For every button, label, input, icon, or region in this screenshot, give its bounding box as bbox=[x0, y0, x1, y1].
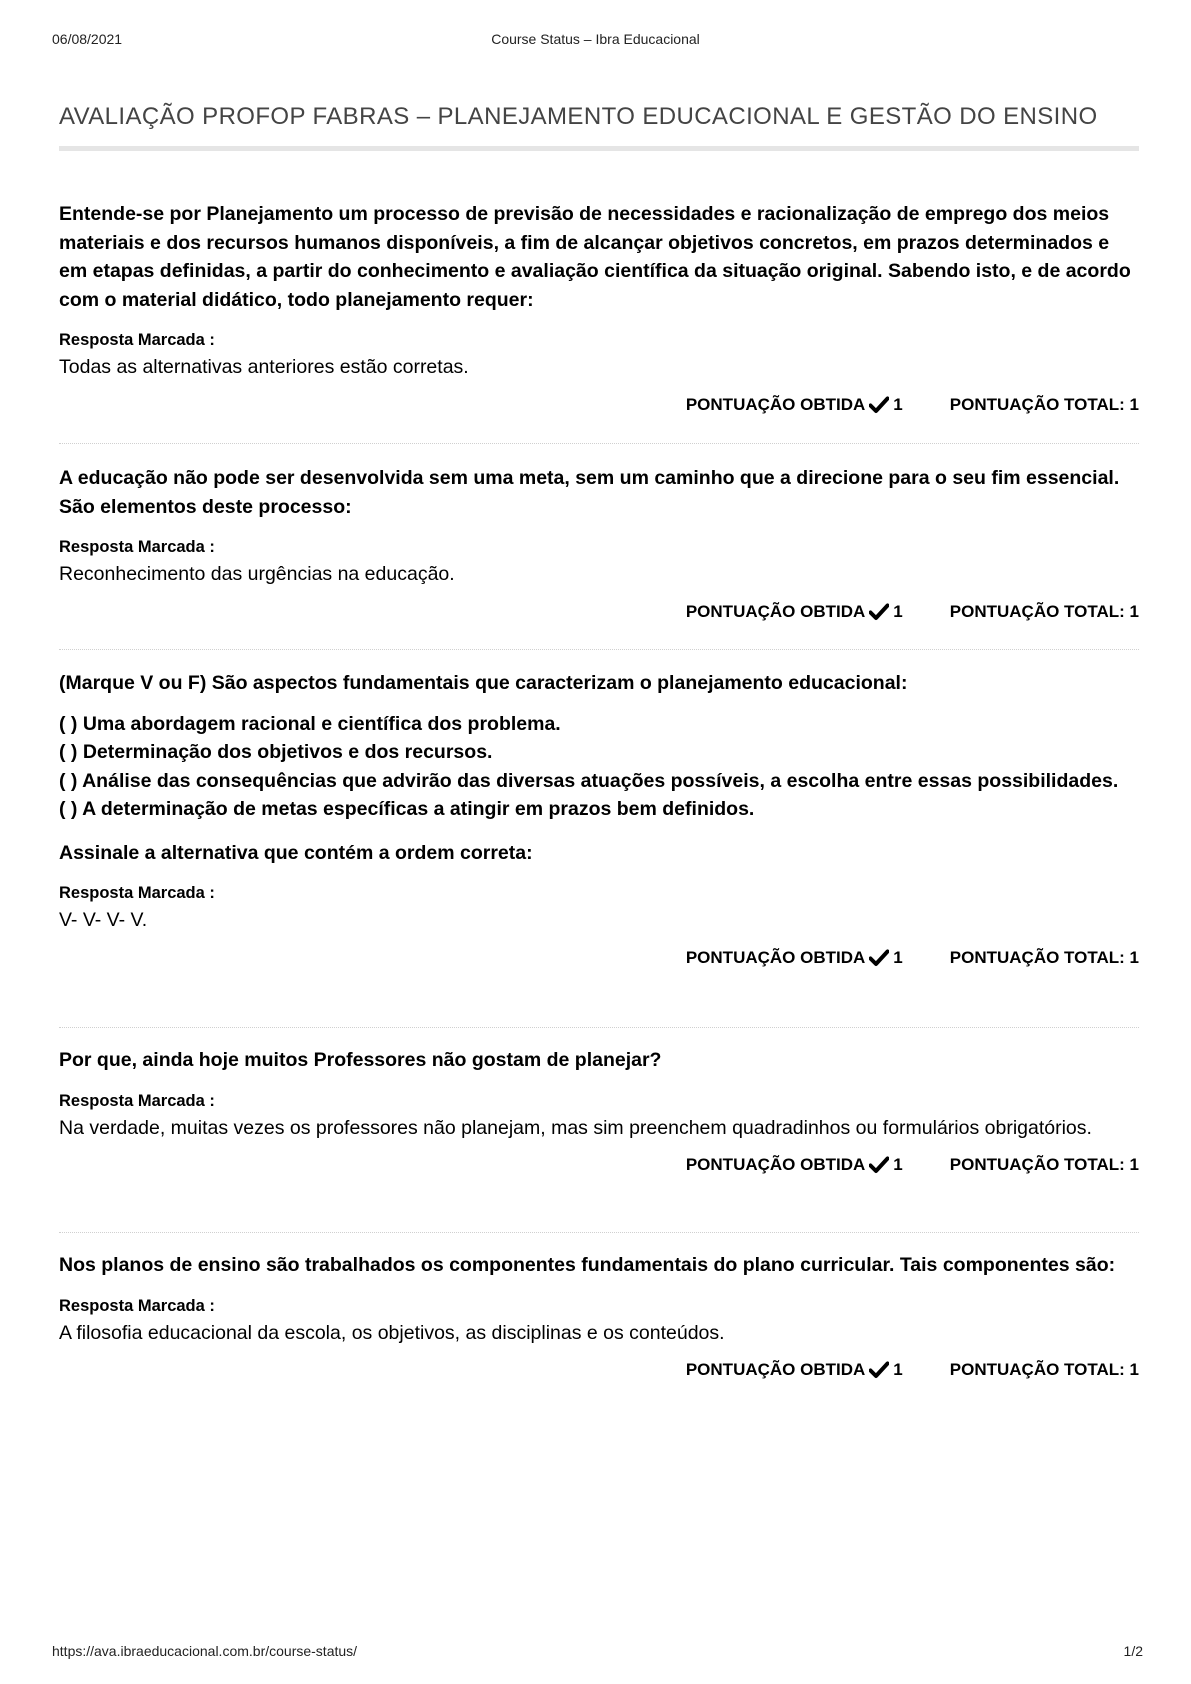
score-obtained-label: PONTUAÇÃO OBTIDA bbox=[685, 394, 866, 414]
question-separator bbox=[59, 443, 1139, 444]
score-obtained-value: 1 bbox=[893, 394, 903, 414]
question-1 bbox=[59, 200, 1139, 417]
answer-text: Reconhecimento das urgências na educação. bbox=[59, 563, 455, 585]
page-title: AVALIAÇÃO PROFOP FABRAS – PLANEJAMENTO EDUCACIONAL E GESTÃO DO ENSINO bbox=[59, 103, 1098, 130]
question-5 bbox=[59, 1251, 1139, 1382]
score-total-value: 1 bbox=[1129, 947, 1139, 967]
check-icon bbox=[869, 949, 889, 967]
score-total-value: 1 bbox=[1129, 1155, 1139, 1174]
question-2 bbox=[59, 464, 1139, 624]
answer-text: Na verdade, muitas vezes os professores não planejam, mas sim preenchem quadradinhos ou formulários obrigatórios. bbox=[59, 1116, 1092, 1139]
score-obtained-value: 1 bbox=[893, 601, 903, 621]
title-divider bbox=[59, 146, 1139, 151]
score-total-label: PONTUAÇÃO TOTAL: bbox=[949, 601, 1125, 621]
score-row bbox=[59, 393, 1139, 417]
score-obtained-label: PONTUAÇÃO OBTIDA bbox=[685, 601, 866, 621]
option-item: ( ) Uma abordagem racional e científica dos problema. bbox=[59, 712, 561, 735]
question-text: (Marque V ou F) São aspectos fundamentais que caracterizam o planejamento educacional: bbox=[59, 672, 908, 694]
score-total bbox=[950, 1360, 1139, 1380]
answer-label: Resposta Marcada : bbox=[59, 331, 215, 349]
score-obtained bbox=[686, 602, 903, 622]
score-row bbox=[59, 1358, 1139, 1382]
option-list bbox=[59, 710, 1139, 824]
check-icon bbox=[869, 396, 889, 414]
print-footer-url: https://ava.ibraeducacional.com.br/course-status/ bbox=[52, 1643, 358, 1659]
check-icon bbox=[869, 1156, 889, 1174]
question-separator bbox=[59, 1232, 1139, 1233]
score-total-label: PONTUAÇÃO TOTAL: bbox=[949, 1155, 1125, 1174]
score-total-label: PONTUAÇÃO TOTAL: bbox=[949, 1360, 1125, 1379]
score-total-label: PONTUAÇÃO TOTAL: bbox=[949, 947, 1125, 967]
score-total bbox=[950, 395, 1139, 415]
score-obtained-label: PONTUAÇÃO OBTIDA bbox=[685, 947, 866, 967]
answer-label: Resposta Marcada : bbox=[59, 538, 215, 556]
option-item: ( ) A determinação de metas específicas a atingir em prazos bem definidos. bbox=[59, 798, 755, 820]
option-item: ( ) Análise das consequências que advirão das diversas atuações possíveis, a escolha entre essas possibilidades. bbox=[59, 769, 1119, 792]
answer-label: Resposta Marcada : bbox=[59, 1296, 215, 1315]
check-icon bbox=[869, 1361, 889, 1379]
score-obtained bbox=[686, 1360, 903, 1380]
question-3 bbox=[59, 669, 1139, 970]
score-row bbox=[59, 946, 1139, 970]
answer-text: Todas as alternativas anteriores estão corretas. bbox=[59, 356, 469, 378]
score-obtained-value: 1 bbox=[893, 1155, 903, 1174]
score-row bbox=[59, 600, 1139, 624]
score-row bbox=[59, 1153, 1139, 1177]
score-total bbox=[950, 1155, 1139, 1175]
print-page-title: Course Status – Ibra Educacional bbox=[491, 31, 700, 47]
question-text: Por que, ainda hoje muitos Professores não gostam de planejar? bbox=[59, 1049, 662, 1071]
question-instruction: Assinale a alternativa que contém a ordem correta: bbox=[59, 841, 533, 864]
score-obtained bbox=[686, 395, 903, 415]
score-obtained-label: PONTUAÇÃO OBTIDA bbox=[685, 1155, 866, 1174]
question-separator bbox=[59, 1027, 1139, 1028]
question-text: A educação não pode ser desenvolvida sem uma meta, sem um caminho que a direcione para o seu fim essencial. São elementos deste processo: bbox=[59, 467, 1120, 518]
answer-label: Resposta Marcada : bbox=[59, 1091, 215, 1110]
answer-text: A filosofia educacional da escola, os objetivos, as disciplinas e os conteúdos. bbox=[59, 1321, 725, 1344]
answer-text: V- V- V- V. bbox=[59, 909, 148, 931]
question-separator bbox=[59, 649, 1139, 650]
score-obtained-value: 1 bbox=[893, 947, 903, 967]
score-total-value: 1 bbox=[1129, 394, 1139, 414]
answer-label: Resposta Marcada : bbox=[59, 884, 215, 902]
score-obtained-value: 1 bbox=[893, 1360, 903, 1379]
score-total bbox=[950, 948, 1139, 968]
score-total-value: 1 bbox=[1129, 601, 1139, 621]
score-total-value: 1 bbox=[1129, 1360, 1139, 1379]
print-page-number: 1/2 bbox=[1123, 1643, 1143, 1659]
score-total-label: PONTUAÇÃO TOTAL: bbox=[949, 394, 1125, 414]
check-icon bbox=[869, 603, 889, 621]
question-text: Entende-se por Planejamento um processo de previsão de necessidades e racionalização de emprego dos meios materiais e dos recursos humanos disponíveis, a fim de alcançar objetivos concretos, em prazos determinados e em etapas definidas, a partir do conhecimento e avaliação científica da situação original. Sabendo isto, e de acordo com o material didático, todo planejamento requer: bbox=[59, 203, 1131, 311]
score-obtained-label: PONTUAÇÃO OBTIDA bbox=[685, 1360, 866, 1379]
option-item: ( ) Determinação dos objetivos e dos recursos. bbox=[59, 741, 493, 763]
score-obtained bbox=[686, 948, 903, 968]
print-date: 06/08/2021 bbox=[52, 31, 123, 47]
score-total bbox=[950, 602, 1139, 622]
score-obtained bbox=[686, 1155, 903, 1175]
question-text: Nos planos de ensino são trabalhados os componentes fundamentais do plano curricular. Tais componentes são: bbox=[59, 1254, 1116, 1276]
question-4 bbox=[59, 1046, 1139, 1177]
